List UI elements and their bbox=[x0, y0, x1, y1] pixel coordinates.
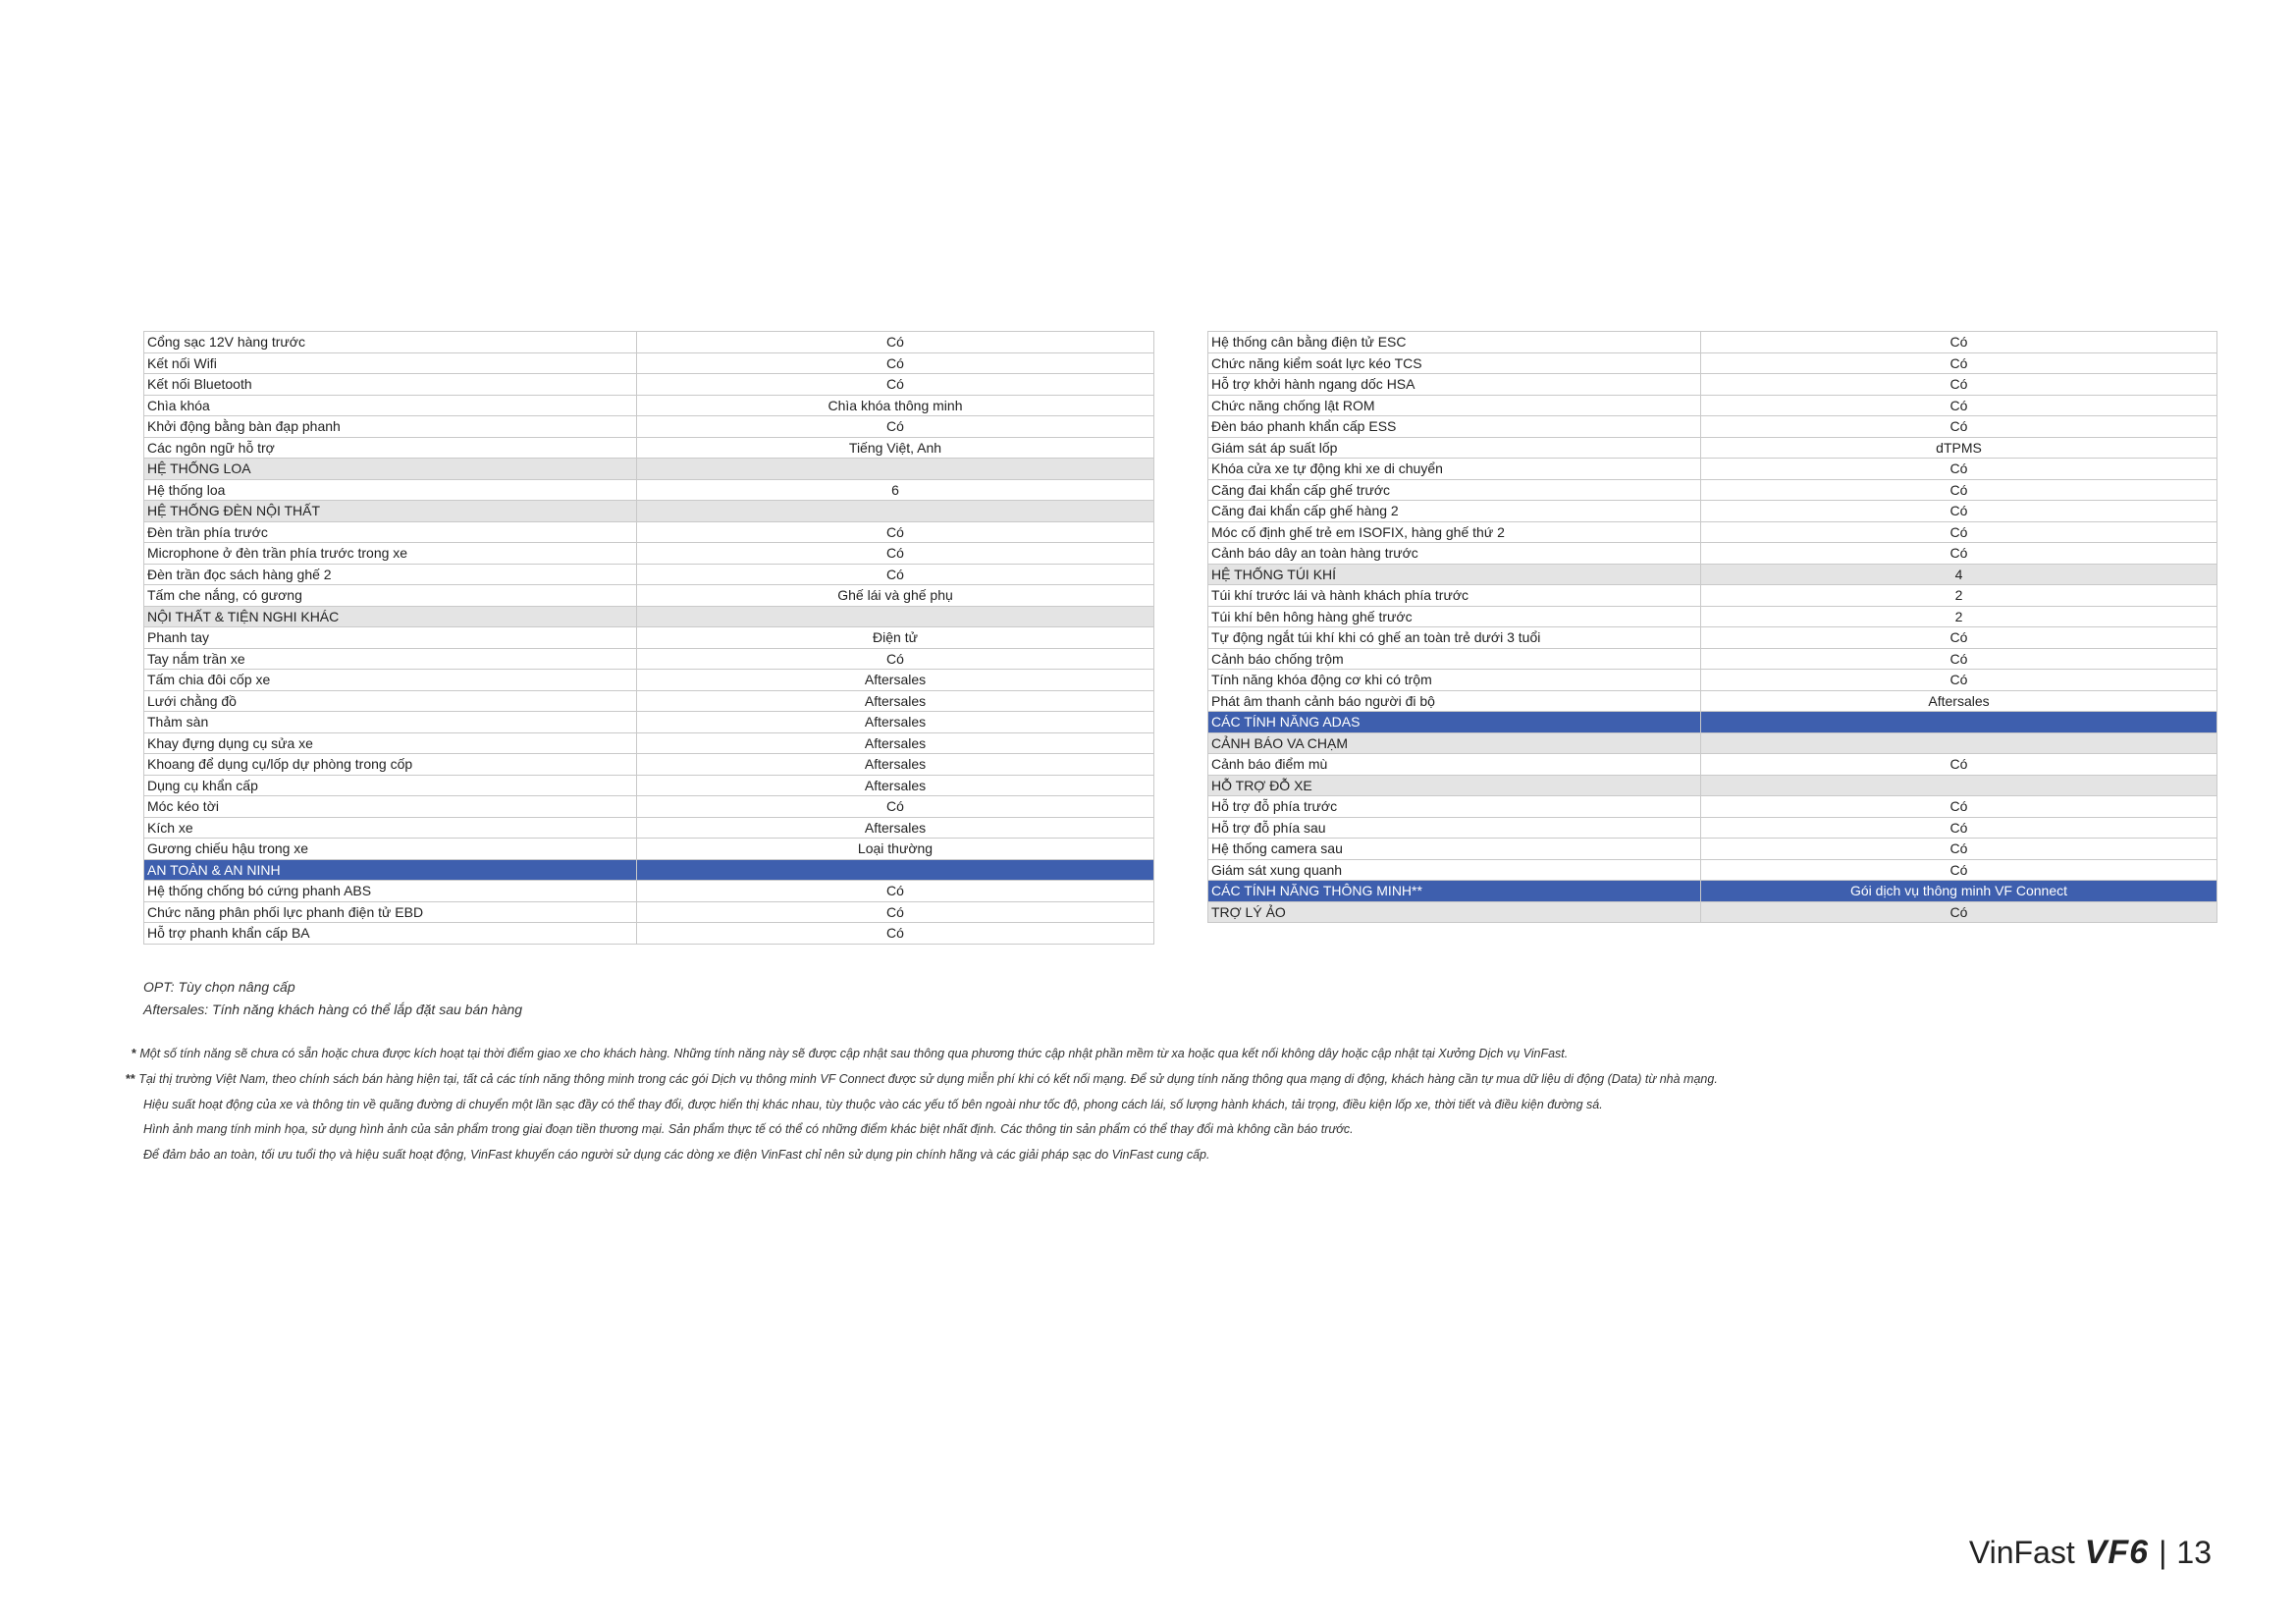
section-header bbox=[1208, 881, 2217, 902]
spec-label: Dụng cụ khẩn cấp bbox=[144, 775, 637, 796]
spec-label: Tay nắm trần xe bbox=[144, 648, 637, 670]
spec-row bbox=[1208, 859, 2217, 881]
spec-value: Có bbox=[1701, 459, 2217, 480]
spec-label: HỖ TRỢ ĐỖ XE bbox=[1208, 775, 1701, 796]
spec-value: Có bbox=[637, 923, 1154, 945]
spec-value: Aftersales bbox=[637, 690, 1154, 712]
spec-label: Móc cố định ghế trẻ em ISOFIX, hàng ghế thứ 2 bbox=[1208, 521, 1701, 543]
spec-label: Túi khí bên hông hàng ghế trước bbox=[1208, 606, 1701, 627]
spec-label: Đèn báo phanh khẩn cấp ESS bbox=[1208, 416, 1701, 438]
footnote-4: Hình ảnh mang tính minh họa, sử dụng hình ảnh của sản phẩm trong giai đoạn tiền thương mại. Sản phẩm thực tế có thể có những điểm khác biệt nhất định. Các thông tin sản phẩm có thể thay đổi mà không cần báo trước. bbox=[143, 1122, 1354, 1136]
page-number: 13 bbox=[2176, 1535, 2212, 1570]
subsection-header bbox=[1208, 901, 2217, 923]
spec-value: Có bbox=[1701, 374, 2217, 396]
spec-label: Gương chiếu hậu trong xe bbox=[144, 839, 637, 860]
spec-row bbox=[144, 437, 1154, 459]
spec-value: Có bbox=[1701, 796, 2217, 818]
spec-value bbox=[1701, 775, 2217, 796]
spec-value: Có bbox=[1701, 627, 2217, 649]
spec-label: CẢNH BÁO VA CHẠM bbox=[1208, 732, 1701, 754]
spec-value bbox=[637, 501, 1154, 522]
footnote-1-mark: * bbox=[132, 1047, 136, 1060]
spec-row bbox=[1208, 459, 2217, 480]
spec-row bbox=[1208, 521, 2217, 543]
brand-name: VinFast bbox=[1968, 1535, 2075, 1570]
spec-row bbox=[1208, 670, 2217, 691]
spec-label: Cảnh báo điểm mù bbox=[1208, 754, 1701, 776]
spec-row bbox=[144, 817, 1154, 839]
spec-label: Microphone ở đèn trần phía trước trong xe bbox=[144, 543, 637, 565]
spec-value: Có bbox=[637, 332, 1154, 353]
spec-label: CÁC TÍNH NĂNG THÔNG MINH** bbox=[1208, 881, 1701, 902]
spec-row bbox=[144, 543, 1154, 565]
spec-label: Hệ thống chống bó cứng phanh ABS bbox=[144, 881, 637, 902]
spec-value: Có bbox=[637, 881, 1154, 902]
spec-label: CÁC TÍNH NĂNG ADAS bbox=[1208, 712, 1701, 733]
spec-row bbox=[144, 332, 1154, 353]
subsection-header bbox=[1208, 775, 2217, 796]
spec-value: Có bbox=[637, 796, 1154, 818]
spec-row bbox=[144, 352, 1154, 374]
spec-value bbox=[637, 606, 1154, 627]
spec-value: Có bbox=[637, 543, 1154, 565]
spec-row bbox=[1208, 627, 2217, 649]
spec-value: Có bbox=[1701, 501, 2217, 522]
spec-label: Khởi động bằng bàn đạp phanh bbox=[144, 416, 637, 438]
spec-row bbox=[1208, 395, 2217, 416]
spec-row bbox=[144, 521, 1154, 543]
spec-row bbox=[1208, 690, 2217, 712]
spec-row bbox=[144, 712, 1154, 733]
spec-value: Có bbox=[1701, 754, 2217, 776]
footnote-2-mark: ** bbox=[126, 1072, 135, 1086]
spec-row bbox=[1208, 754, 2217, 776]
spec-label: Tính năng khóa động cơ khi có trộm bbox=[1208, 670, 1701, 691]
spec-label: Giám sát xung quanh bbox=[1208, 859, 1701, 881]
spec-value: 6 bbox=[637, 479, 1154, 501]
spec-row bbox=[144, 881, 1154, 902]
spec-value: Điện tử bbox=[637, 627, 1154, 649]
legend-opt: OPT: Tùy chọn nâng cấp bbox=[143, 979, 295, 995]
spec-value: Aftersales bbox=[637, 712, 1154, 733]
spec-row bbox=[1208, 437, 2217, 459]
spec-row bbox=[1208, 817, 2217, 839]
spec-row bbox=[144, 479, 1154, 501]
spec-table-left bbox=[143, 331, 1154, 945]
spec-value: Aftersales bbox=[1701, 690, 2217, 712]
spec-value: Có bbox=[1701, 839, 2217, 860]
legend-aftersales: Aftersales: Tính năng khách hàng có thể lắp đặt sau bán hàng bbox=[143, 1001, 523, 1017]
spec-value: Có bbox=[1701, 543, 2217, 565]
spec-row bbox=[144, 585, 1154, 607]
spec-label: Các ngôn ngữ hỗ trợ bbox=[144, 437, 637, 459]
spec-row bbox=[144, 923, 1154, 945]
spec-value: 2 bbox=[1701, 606, 2217, 627]
spec-value: Có bbox=[1701, 859, 2217, 881]
spec-table-right-body bbox=[1208, 332, 2217, 923]
spec-value: Có bbox=[637, 416, 1154, 438]
spec-label: Hỗ trợ đỗ phía trước bbox=[1208, 796, 1701, 818]
spec-label: Hỗ trợ khởi hành ngang dốc HSA bbox=[1208, 374, 1701, 396]
spec-label: Hỗ trợ đỗ phía sau bbox=[1208, 817, 1701, 839]
spec-label: AN TOÀN & AN NINH bbox=[144, 859, 637, 881]
spec-value: Có bbox=[1701, 648, 2217, 670]
spec-label: Cổng sạc 12V hàng trước bbox=[144, 332, 637, 353]
spec-label: HỆ THỐNG TÚI KHÍ bbox=[1208, 564, 1701, 585]
spec-value: Aftersales bbox=[637, 670, 1154, 691]
spec-label: Tự động ngắt túi khí khi có ghế an toàn trẻ dưới 3 tuổi bbox=[1208, 627, 1701, 649]
spec-label: Phanh tay bbox=[144, 627, 637, 649]
spec-label: Chìa khóa bbox=[144, 395, 637, 416]
spec-row bbox=[144, 564, 1154, 585]
spec-label: TRỢ LÝ ẢO bbox=[1208, 901, 1701, 923]
spec-label: Chức năng kiểm soát lực kéo TCS bbox=[1208, 352, 1701, 374]
footnote-3: Hiệu suất hoạt động của xe và thông tin về quãng đường di chuyển một lần sạc đầy có thể thay đổi, được hiển thị khác nhau, tùy thuộc vào các yếu tố bên ngoài như tốc độ, phong cách lái, số lượng hành khách, tải trọng, điều kiện lốp xe, thời tiết và điều kiện đường sá. bbox=[143, 1098, 1603, 1111]
footnote-5: Để đảm bảo an toàn, tối ưu tuổi thọ và hiệu suất hoạt động, VinFast khuyến cáo người sử dụng các dòng xe điện VinFast chỉ nên sử dụng pin chính hãng và các giải pháp sạc do VinFast cung cấp. bbox=[143, 1148, 1210, 1162]
spec-row bbox=[144, 754, 1154, 776]
spec-label: Chức năng phân phối lực phanh điện tử EBD bbox=[144, 901, 637, 923]
spec-value: Có bbox=[1701, 670, 2217, 691]
spec-row bbox=[144, 690, 1154, 712]
spec-label: NỘI THẤT & TIỆN NGHI KHÁC bbox=[144, 606, 637, 627]
spec-value: Có bbox=[1701, 416, 2217, 438]
spec-table-right bbox=[1207, 331, 2217, 923]
spec-value: Aftersales bbox=[637, 754, 1154, 776]
spec-label: Kết nối Bluetooth bbox=[144, 374, 637, 396]
spec-row bbox=[144, 648, 1154, 670]
spec-value: Có bbox=[637, 648, 1154, 670]
spec-label: Hệ thống loa bbox=[144, 479, 637, 501]
spec-label: Cảnh báo chống trộm bbox=[1208, 648, 1701, 670]
spec-value: Gói dịch vụ thông minh VF Connect bbox=[1701, 881, 2217, 902]
spec-value: Có bbox=[1701, 901, 2217, 923]
spec-value: Aftersales bbox=[637, 732, 1154, 754]
spec-value: Chìa khóa thông minh bbox=[637, 395, 1154, 416]
spec-value: Có bbox=[1701, 352, 2217, 374]
spec-label: Hỗ trợ phanh khẩn cấp BA bbox=[144, 923, 637, 945]
spec-value bbox=[1701, 732, 2217, 754]
spec-value: 4 bbox=[1701, 564, 2217, 585]
spec-row bbox=[1208, 416, 2217, 438]
spec-value: Aftersales bbox=[637, 775, 1154, 796]
spec-row bbox=[1208, 332, 2217, 353]
spec-value: dTPMS bbox=[1701, 437, 2217, 459]
spec-row bbox=[1208, 543, 2217, 565]
spec-label: Hệ thống cân bằng điện tử ESC bbox=[1208, 332, 1701, 353]
spec-label: Kết nối Wifi bbox=[144, 352, 637, 374]
spec-label: Lưới chằng đồ bbox=[144, 690, 637, 712]
spec-row bbox=[144, 796, 1154, 818]
spec-row bbox=[144, 732, 1154, 754]
model-logo: VF6 bbox=[2084, 1534, 2150, 1571]
spec-label: Khay đựng dụng cụ sửa xe bbox=[144, 732, 637, 754]
spec-value: Có bbox=[1701, 479, 2217, 501]
spec-label: Móc kéo tời bbox=[144, 796, 637, 818]
spec-value: Tiếng Việt, Anh bbox=[637, 437, 1154, 459]
spec-label: Chức năng chống lật ROM bbox=[1208, 395, 1701, 416]
spec-row bbox=[1208, 585, 2217, 607]
spec-value bbox=[637, 859, 1154, 881]
spec-label: Khóa cửa xe tự động khi xe di chuyển bbox=[1208, 459, 1701, 480]
spec-row bbox=[1208, 374, 2217, 396]
spec-table-left-body bbox=[144, 332, 1154, 945]
spec-label: Căng đai khẩn cấp ghế hàng 2 bbox=[1208, 501, 1701, 522]
spec-label: Khoang để dụng cụ/lốp dự phòng trong cốp bbox=[144, 754, 637, 776]
spec-row bbox=[1208, 648, 2217, 670]
spec-label: Tấm chia đôi cốp xe bbox=[144, 670, 637, 691]
spec-label: Tấm che nắng, có gương bbox=[144, 585, 637, 607]
spec-label: Thảm sàn bbox=[144, 712, 637, 733]
spec-row bbox=[144, 901, 1154, 923]
spec-row bbox=[144, 395, 1154, 416]
subsection-header bbox=[1208, 732, 2217, 754]
spec-label: Hệ thống camera sau bbox=[1208, 839, 1701, 860]
section-header bbox=[144, 859, 1154, 881]
spec-value: Có bbox=[637, 374, 1154, 396]
spec-value: Aftersales bbox=[637, 817, 1154, 839]
spec-label: Kích xe bbox=[144, 817, 637, 839]
spec-row bbox=[144, 839, 1154, 860]
spec-label: Đèn trần phía trước bbox=[144, 521, 637, 543]
spec-label: Cảnh báo dây an toàn hàng trước bbox=[1208, 543, 1701, 565]
spec-row bbox=[144, 775, 1154, 796]
spec-label: HỆ THỐNG LOA bbox=[144, 459, 637, 480]
spec-value: Có bbox=[1701, 521, 2217, 543]
spec-row bbox=[144, 670, 1154, 691]
spec-row bbox=[1208, 839, 2217, 860]
footer-brand bbox=[1969, 1534, 2212, 1572]
spec-value: Ghế lái và ghế phụ bbox=[637, 585, 1154, 607]
section-header bbox=[1208, 712, 2217, 733]
spec-row bbox=[1208, 606, 2217, 627]
spec-value: Có bbox=[1701, 817, 2217, 839]
subsection-header bbox=[144, 606, 1154, 627]
spec-value: Có bbox=[1701, 395, 2217, 416]
footnote-2-text: Tại thị trường Việt Nam, theo chính sách bán hàng hiện tại, tất cả các tính năng thông minh trong các gói Dịch vụ thông minh VF Connect được sử dụng miễn phí khi có kết nối mạng. Để sử dụng tính năng thông qua mạng di động, khách hàng cần tự mua dữ liệu di động (Data) từ nhà mạng. bbox=[138, 1072, 1718, 1086]
subsection-header bbox=[144, 501, 1154, 522]
footnote-1-text: Một số tính năng sẽ chưa có sẵn hoặc chưa được kích hoạt tại thời điểm giao xe cho khách hàng. Những tính năng này sẽ được cập nhật sau thông qua phương thức cập nhật phần mềm từ xa hoặc qua kết nối không dây hoặc cập nhật tại Xưởng Dịch vụ VinFast. bbox=[139, 1047, 1569, 1060]
spec-row bbox=[1208, 796, 2217, 818]
spec-row bbox=[1208, 352, 2217, 374]
spec-row bbox=[1208, 479, 2217, 501]
spec-value bbox=[637, 459, 1154, 480]
spec-label: Phát âm thanh cảnh báo người đi bộ bbox=[1208, 690, 1701, 712]
spec-value: 2 bbox=[1701, 585, 2217, 607]
spec-label: Căng đai khẩn cấp ghế trước bbox=[1208, 479, 1701, 501]
spec-row bbox=[144, 416, 1154, 438]
subsection-header bbox=[1208, 564, 2217, 585]
subsection-header bbox=[144, 459, 1154, 480]
spec-row bbox=[144, 374, 1154, 396]
spec-value: Có bbox=[637, 521, 1154, 543]
spec-value: Có bbox=[637, 564, 1154, 585]
footer-separator: | bbox=[2159, 1535, 2167, 1570]
spec-row bbox=[144, 627, 1154, 649]
spec-value: Có bbox=[637, 352, 1154, 374]
spec-value bbox=[1701, 712, 2217, 733]
spec-label: Túi khí trước lái và hành khách phía trước bbox=[1208, 585, 1701, 607]
spec-label: HỆ THỐNG ĐÈN NỘI THẤT bbox=[144, 501, 637, 522]
footnote-1 bbox=[132, 1047, 1568, 1060]
spec-value: Có bbox=[637, 901, 1154, 923]
spec-row bbox=[1208, 501, 2217, 522]
footnote-2 bbox=[126, 1072, 1718, 1086]
spec-label: Giám sát áp suất lốp bbox=[1208, 437, 1701, 459]
spec-value: Có bbox=[1701, 332, 2217, 353]
spec-label: Đèn trần đọc sách hàng ghế 2 bbox=[144, 564, 637, 585]
spec-value: Loại thường bbox=[637, 839, 1154, 860]
